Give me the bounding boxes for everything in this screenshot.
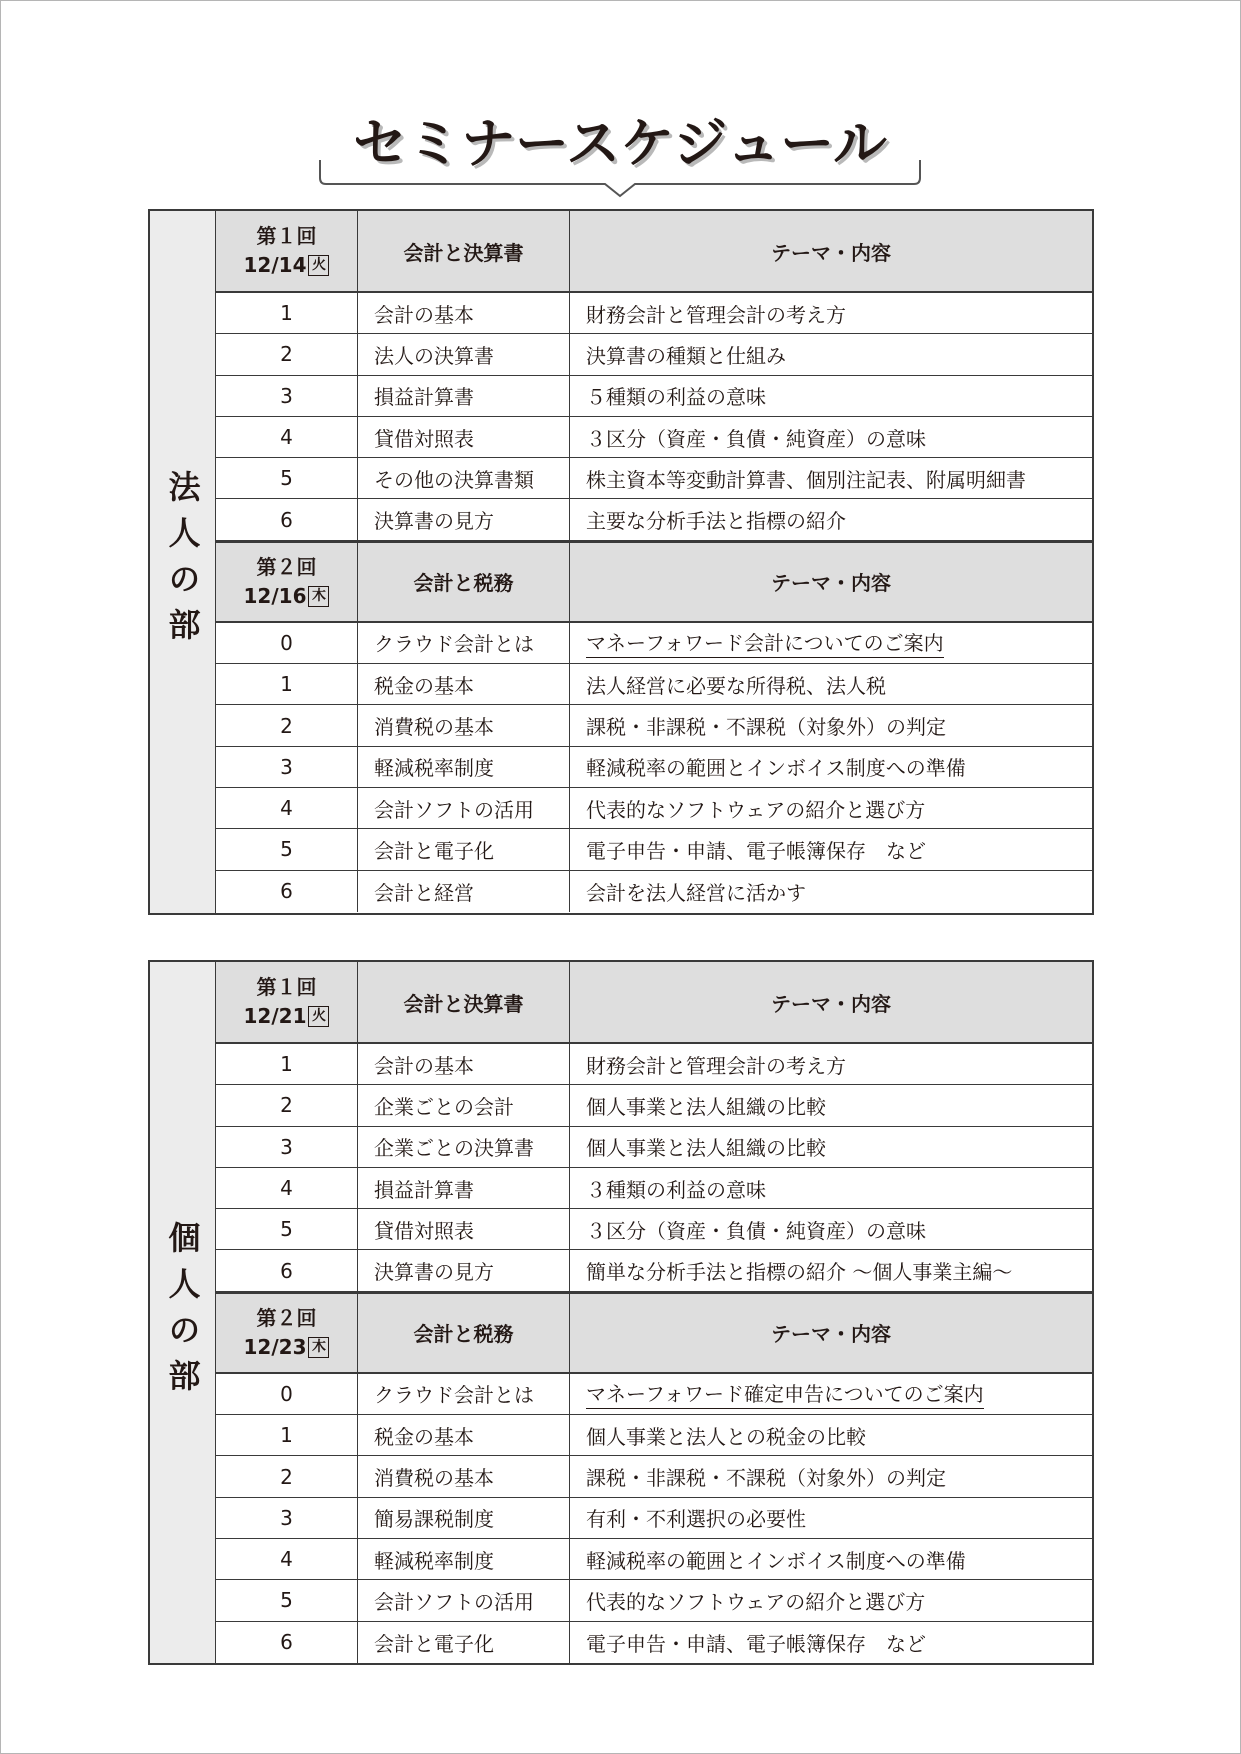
item-theme xyxy=(570,1415,1092,1455)
table-row xyxy=(216,1580,1092,1621)
item-title: 会計と電子化 xyxy=(358,1622,570,1663)
item-number: 5 xyxy=(216,458,358,498)
item-title: 貸借対照表 xyxy=(358,417,570,457)
section-body xyxy=(216,962,1092,1663)
session-header-row xyxy=(216,962,1092,1044)
session-info xyxy=(244,1304,330,1362)
item-number: 2 xyxy=(216,705,358,745)
item-number: 0 xyxy=(216,1374,358,1414)
item-theme xyxy=(570,871,1092,912)
section-corporate xyxy=(148,209,1094,915)
section-label-text: 法人の部 xyxy=(163,470,202,654)
weekday-badge: 火 xyxy=(308,255,329,276)
item-title: 決算書の見方 xyxy=(358,1250,570,1290)
table-row xyxy=(216,1539,1092,1580)
table-row xyxy=(216,458,1092,499)
theme-header: テーマ・内容 xyxy=(771,571,891,596)
item-number: 4 xyxy=(216,1168,358,1208)
weekday-badge: 木 xyxy=(308,586,329,607)
table-row xyxy=(216,1415,1092,1456)
session-cell xyxy=(216,543,358,621)
item-title: 損益計算書 xyxy=(358,376,570,416)
table-row xyxy=(216,623,1092,664)
item-title: 軽減税率制度 xyxy=(358,1539,570,1579)
item-title: その他の決算書類 xyxy=(358,458,570,498)
session-cell xyxy=(216,211,358,291)
item-number: 2 xyxy=(216,334,358,374)
item-title: クラウド会計とは xyxy=(358,1374,570,1414)
session-header-row xyxy=(216,211,1092,293)
item-theme-text: 代表的なソフトウェアの紹介と選び方 xyxy=(586,1589,926,1614)
item-title: 軽減税率制度 xyxy=(358,747,570,787)
item-number: 6 xyxy=(216,1622,358,1663)
item-theme xyxy=(570,376,1092,416)
item-theme xyxy=(570,458,1092,498)
item-theme-text: マネーフォワード会計についてのご案内 xyxy=(586,627,944,658)
item-theme-text: 軽減税率の範囲とインボイス制度への準備 xyxy=(586,756,966,781)
item-number: 1 xyxy=(216,1415,358,1455)
item-theme-text: 軽減税率の範囲とインボイス制度への準備 xyxy=(586,1548,966,1573)
table-row xyxy=(216,1622,1092,1663)
item-title: 決算書の見方 xyxy=(358,499,570,539)
table-row xyxy=(216,1044,1092,1085)
table-row xyxy=(216,499,1092,540)
item-theme xyxy=(570,1580,1092,1620)
table-row xyxy=(216,1498,1092,1539)
item-theme xyxy=(570,1622,1092,1663)
item-theme xyxy=(570,293,1092,333)
item-theme-text: 個人事業と法人組織の比較 xyxy=(586,1136,826,1161)
item-theme-text: ５種類の利益の意味 xyxy=(586,385,766,410)
item-number: 0 xyxy=(216,623,358,663)
session-number: 第１回 xyxy=(256,975,317,999)
item-theme-text: 会計を法人経営に活かす xyxy=(586,880,806,905)
table-row xyxy=(216,293,1092,334)
session-header-row xyxy=(216,1292,1092,1374)
theme-header: テーマ・内容 xyxy=(771,1322,891,1347)
session-date xyxy=(244,251,330,280)
item-title: 消費税の基本 xyxy=(358,1456,570,1496)
table-row xyxy=(216,1374,1092,1415)
session-number: 第２回 xyxy=(256,1305,317,1330)
item-number: 5 xyxy=(216,829,358,869)
item-title: 簡易課税制度 xyxy=(358,1498,570,1538)
weekday-badge: 火 xyxy=(308,1006,329,1027)
session-cell xyxy=(216,1294,358,1372)
item-theme xyxy=(570,1456,1092,1496)
item-theme xyxy=(570,788,1092,828)
item-title: 税金の基本 xyxy=(358,1415,570,1455)
item-title: 会計ソフトの活用 xyxy=(358,1580,570,1620)
course-title: 会計と決算書 xyxy=(358,962,570,1042)
table-row xyxy=(216,747,1092,788)
item-theme xyxy=(570,747,1092,787)
section-label-text: 個人の部 xyxy=(163,1220,202,1405)
table-row xyxy=(216,334,1092,375)
item-number: 3 xyxy=(216,1498,358,1538)
item-theme xyxy=(570,1085,1092,1125)
item-theme xyxy=(570,705,1092,745)
item-theme-text: 課税・非課税・不課税（対象外）の判定 xyxy=(586,1466,946,1491)
item-number: 1 xyxy=(216,1044,358,1084)
item-theme-text: 主要な分析手法と指標の紹介 xyxy=(586,509,846,534)
item-title: 会計ソフトの活用 xyxy=(358,788,570,828)
session-date-text: 12/21 xyxy=(243,1004,307,1028)
item-theme xyxy=(570,1498,1092,1538)
item-theme xyxy=(570,1168,1092,1208)
session-date xyxy=(244,1002,330,1031)
item-title: 消費税の基本 xyxy=(358,705,570,745)
item-number: 4 xyxy=(216,788,358,828)
item-theme-text: 電子申告・申請、電子帳簿保存 など xyxy=(586,838,926,863)
table-row xyxy=(216,1456,1092,1497)
section-body xyxy=(216,211,1092,913)
section-label xyxy=(150,962,216,1663)
item-theme-text: ３区分（資産・負債・純資産）の意味 xyxy=(586,426,926,451)
table-row xyxy=(216,705,1092,746)
item-number: 2 xyxy=(216,1456,358,1496)
item-title: 会計の基本 xyxy=(358,1044,570,1084)
item-number: 3 xyxy=(216,747,358,787)
page-title: セミナースケジュール xyxy=(352,112,888,175)
item-number: 4 xyxy=(216,1539,358,1579)
item-title: 貸借対照表 xyxy=(358,1209,570,1249)
item-theme-text: 有利・不利選択の必要性 xyxy=(586,1507,806,1532)
course-title: 会計と決算書 xyxy=(358,211,570,291)
session-header-row xyxy=(216,541,1092,623)
session-date xyxy=(244,1333,330,1362)
item-theme xyxy=(570,1539,1092,1579)
table-row xyxy=(216,1250,1092,1291)
item-title: 会計の基本 xyxy=(358,293,570,333)
item-title: 会計と電子化 xyxy=(358,829,570,869)
item-number: 2 xyxy=(216,1085,358,1125)
item-theme-text: 財務会計と管理会計の考え方 xyxy=(586,302,846,327)
item-theme-text: ３区分（資産・負債・純資産）の意味 xyxy=(586,1218,926,1243)
section-individual xyxy=(148,960,1094,1665)
theme-header: テーマ・内容 xyxy=(771,240,891,265)
item-number: 3 xyxy=(216,1127,358,1167)
item-theme xyxy=(570,1044,1092,1084)
item-number: 1 xyxy=(216,664,358,704)
item-number: 1 xyxy=(216,293,358,333)
table-row xyxy=(216,376,1092,417)
item-title: 会計と経営 xyxy=(358,871,570,912)
item-theme-text: 個人事業と法人組織の比較 xyxy=(586,1094,826,1119)
table-row xyxy=(216,1168,1092,1209)
item-title: 企業ごとの会計 xyxy=(358,1085,570,1125)
section-label xyxy=(150,211,216,913)
session-info xyxy=(244,973,330,1031)
item-theme-text: 個人事業と法人との税金の比較 xyxy=(586,1424,866,1449)
table-row xyxy=(216,1127,1092,1168)
theme-header: テーマ・内容 xyxy=(771,991,891,1016)
table-row xyxy=(216,417,1092,458)
item-theme-text: 株主資本等変動計算書、個別注記表、附属明細書 xyxy=(586,467,1026,492)
item-theme-text: 決算書の種類と仕組み xyxy=(586,343,786,368)
session-date xyxy=(244,582,330,611)
item-theme xyxy=(570,664,1092,704)
table-row xyxy=(216,829,1092,870)
item-theme xyxy=(570,829,1092,869)
session-info xyxy=(244,553,330,611)
item-theme xyxy=(570,499,1092,539)
table-row xyxy=(216,1209,1092,1250)
item-theme xyxy=(570,1250,1092,1290)
session-date-text: 12/16 xyxy=(243,583,307,608)
item-number: 6 xyxy=(216,499,358,539)
item-title: 税金の基本 xyxy=(358,664,570,704)
item-theme-text: ３種類の利益の意味 xyxy=(586,1177,766,1202)
item-theme-text: 電子申告・申請、電子帳簿保存 など xyxy=(586,1631,926,1656)
item-number: 4 xyxy=(216,417,358,457)
session-date-text: 12/14 xyxy=(243,253,307,277)
item-theme xyxy=(570,417,1092,457)
session-date-text: 12/23 xyxy=(243,1334,307,1359)
table-row xyxy=(216,664,1092,705)
item-theme xyxy=(570,1209,1092,1249)
item-title: 企業ごとの決算書 xyxy=(358,1127,570,1167)
weekday-badge: 木 xyxy=(308,1337,329,1358)
course-title: 会計と税務 xyxy=(358,543,570,621)
session-cell xyxy=(216,962,358,1042)
item-theme-text: 代表的なソフトウェアの紹介と選び方 xyxy=(586,797,926,822)
title-block xyxy=(318,104,922,200)
item-title: クラウド会計とは xyxy=(358,623,570,663)
item-theme-text: 財務会計と管理会計の考え方 xyxy=(586,1053,846,1078)
item-theme xyxy=(570,334,1092,374)
item-theme-text: 簡単な分析手法と指標の紹介 ～個人事業主編～ xyxy=(586,1260,1013,1285)
table-row xyxy=(216,1085,1092,1126)
session-number: 第１回 xyxy=(256,224,317,248)
item-number: 6 xyxy=(216,871,358,912)
table-row xyxy=(216,871,1092,912)
item-number: 5 xyxy=(216,1580,358,1620)
item-title: 法人の決算書 xyxy=(358,334,570,374)
item-theme-text: 法人経営に必要な所得税、法人税 xyxy=(586,673,886,698)
item-number: 5 xyxy=(216,1209,358,1249)
table-row xyxy=(216,788,1092,829)
course-title: 会計と税務 xyxy=(358,1294,570,1372)
session-number: 第２回 xyxy=(256,554,317,579)
item-theme xyxy=(570,623,1092,663)
item-theme-text: 課税・非課税・不課税（対象外）の判定 xyxy=(586,715,946,740)
item-number: 6 xyxy=(216,1250,358,1290)
item-theme-text: マネーフォワード確定申告についてのご案内 xyxy=(586,1378,984,1409)
item-theme xyxy=(570,1127,1092,1167)
item-theme xyxy=(570,1374,1092,1414)
session-info xyxy=(244,222,330,280)
item-title: 損益計算書 xyxy=(358,1168,570,1208)
item-number: 3 xyxy=(216,376,358,416)
